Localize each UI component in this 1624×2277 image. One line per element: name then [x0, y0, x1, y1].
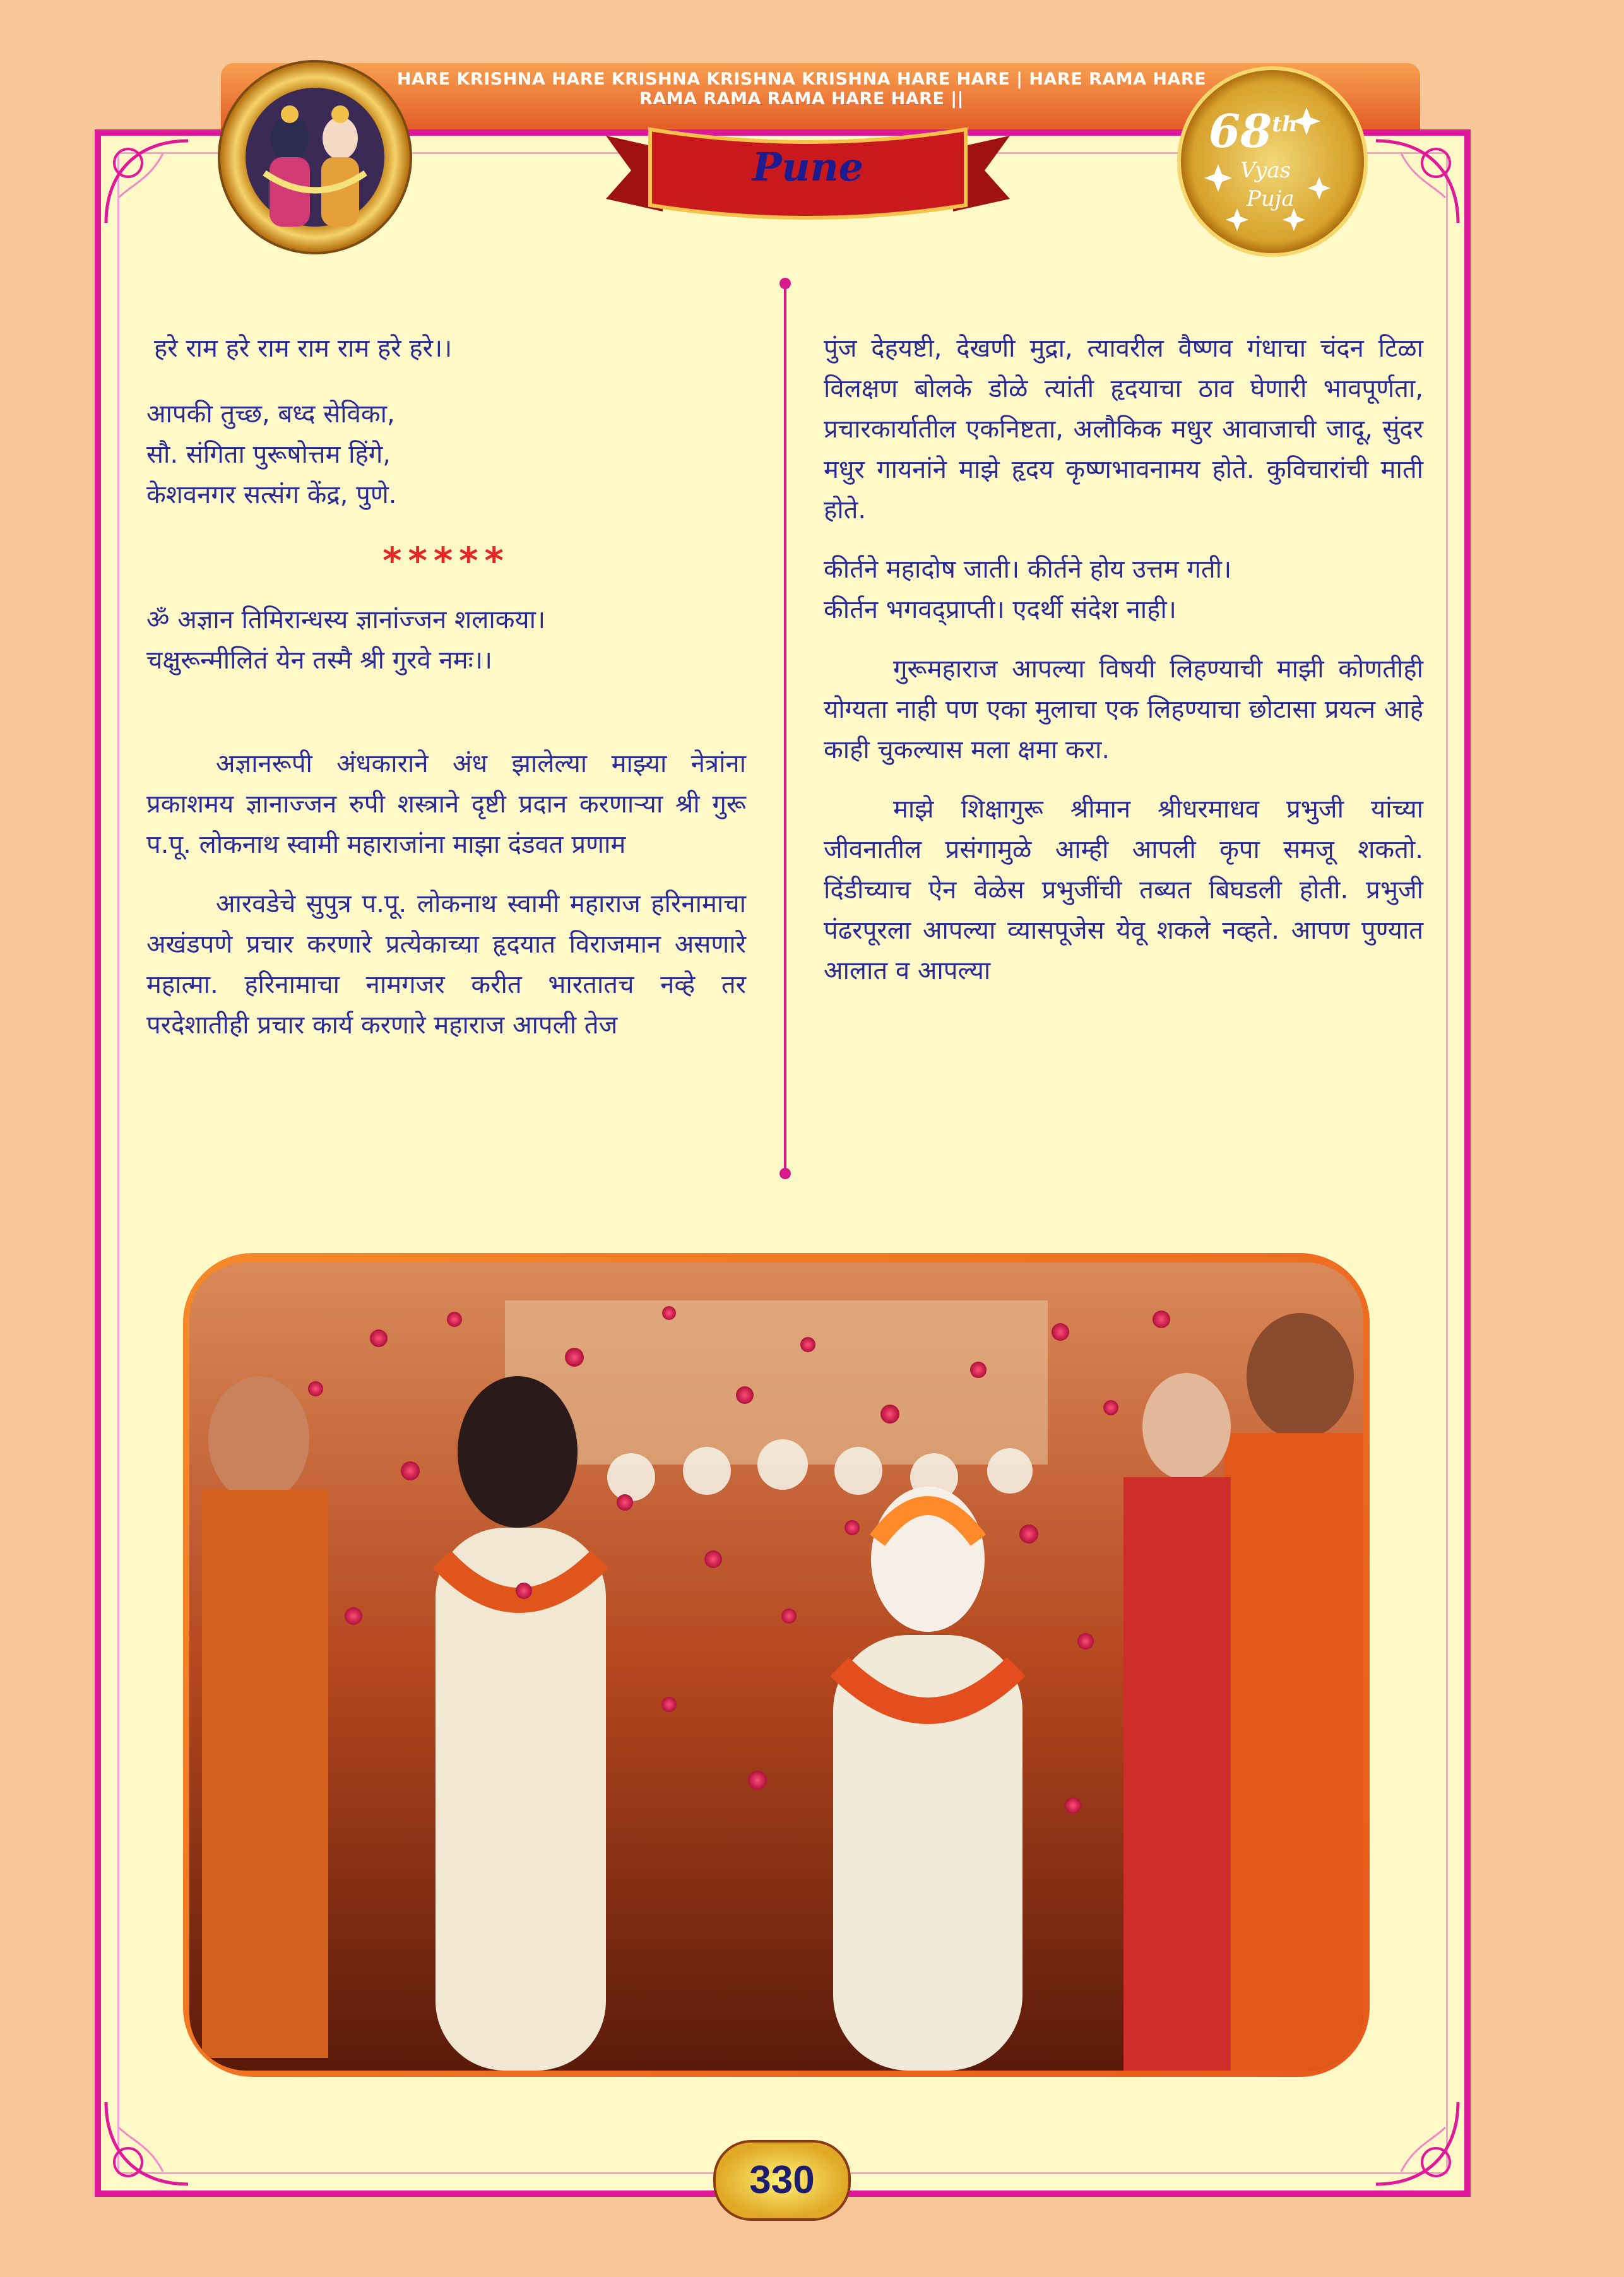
paragraph: पुंज देहयष्टी, देखणी मुद्रा, त्यावरील वैष्णव गंधाचा चंदन टिळा विलक्षण बोलके डोळे त्यांती हृदयाचा ठाव घेणारी भावपूर्णता, प्रचारकार्यातील एकनिष्टता, अलौकिक मधुर आवाजाची जादू, सुंदर मधुर गायनांने माझे हृदय कृष्णभावनामय होते. कुविचारांची माती होते. [824, 334, 1423, 525]
mantra-ending: हरे राम हरे राम राम राम हरे हरे।। [154, 334, 453, 363]
deities-flower-shower-image [189, 1263, 1363, 2071]
divider-dot-bottom [779, 1168, 791, 1179]
festival-photo [189, 1263, 1363, 2071]
sloka-line: ॐ अज्ञान तिमिरान्धस्य ज्ञानांज्जन शलाकया। [146, 605, 546, 634]
signature-line: केशवनगर सत्संग केंद्र, पुणे. [146, 480, 397, 509]
divider-dot-top [779, 278, 791, 289]
guru-sloka [146, 600, 746, 681]
left-column [146, 328, 746, 1045]
verse-line: कीर्तन भगवद्प्राप्ती। एदर्थी संदेश नाही। [824, 595, 1177, 624]
kirtan-verse [824, 549, 1423, 630]
sloka-line: चक्षुरून्मीलितं येन तस्मै श्री गुरवे नमः।। [146, 646, 493, 675]
column-divider [784, 284, 786, 1174]
paragraph: अज्ञानरूपी अंधकाराने अंध झालेल्या माझ्या नेत्रांना प्रकाशमय ज्ञानाज्जन रुपी शस्त्राने दृष्टी प्रदान करणाऱ्या श्री गुरू प.पू. लोकनाथ स्वामी महाराजांना माझा दंडवत प्रणाम [146, 749, 746, 859]
ribbon-title: Pune [752, 144, 864, 190]
corner-flourish-icon [1370, 2096, 1464, 2191]
header-mantra: HARE KRISHNA HARE KRISHNA KRISHNA KRISHNA HARE HARE | HARE RAMA HARE RAMA RAMA RAMA HARE HARE || [396, 69, 1207, 109]
deity-figures-icon [220, 62, 410, 252]
deity-medallion [218, 60, 412, 254]
badge-line2: Puja [1247, 186, 1295, 211]
paragraph: गुरूमहाराज आपल्या विषयी लिहण्याची माझी कोणतीही योग्यता नाही पण एका मुलाचा एक लिहण्याचा छोटासा प्रयत्न आहे काही चुकल्यास मला क्षमा करा. [824, 655, 1423, 764]
paragraph: आरवडेचे सुपुत्र प.पू. लोकनाथ स्वामी महाराज हरिनामाचा अखंडपणे प्रचार करणारे प्रत्येकाच्या हृदयात विराजमान असणारे महात्मा. हरिनामाचा नामगजर करीत भारतातच नव्हे तर परदेशातीही प्रचार कार्य करणारे महाराज आपली तेज [146, 889, 746, 1040]
paragraph: माझे शिक्षागुरू श्रीमान श्रीधरमाधव प्रभुजी यांच्या जीवनातील प्रसंगामुळे आम्ही आपली कृपा समजू शकतो. दिंडीच्याच ऐन वेळेस प्रभुजींची तब्यत बिघडली होती. प्रभुजी पंढरपूरला आपल्या व्यासपूजेस येवू शकले नव्हते. आपण पुण्यात आलात व आपल्या [824, 795, 1423, 985]
page-number: 330 [713, 2140, 851, 2221]
right-column [824, 328, 1423, 991]
signature-line: आपकी तुच्छ, बध्द सेविका, [146, 400, 395, 429]
badge-line1: Vyas [1240, 158, 1291, 183]
signature-line: सौ. संगिता पुरूषोत्तम हिंगे, [146, 440, 391, 469]
signature-block [146, 394, 746, 515]
verse-line: कीर्तने महादोष जाती। कीर्तने होय उत्तम गती। [824, 555, 1232, 584]
badge-number: 68th [1209, 104, 1298, 158]
corner-flourish-icon [100, 2096, 194, 2191]
corner-flourish-icon [1370, 134, 1464, 229]
separator-stars: ***** [382, 539, 510, 582]
corner-flourish-icon [100, 134, 194, 229]
